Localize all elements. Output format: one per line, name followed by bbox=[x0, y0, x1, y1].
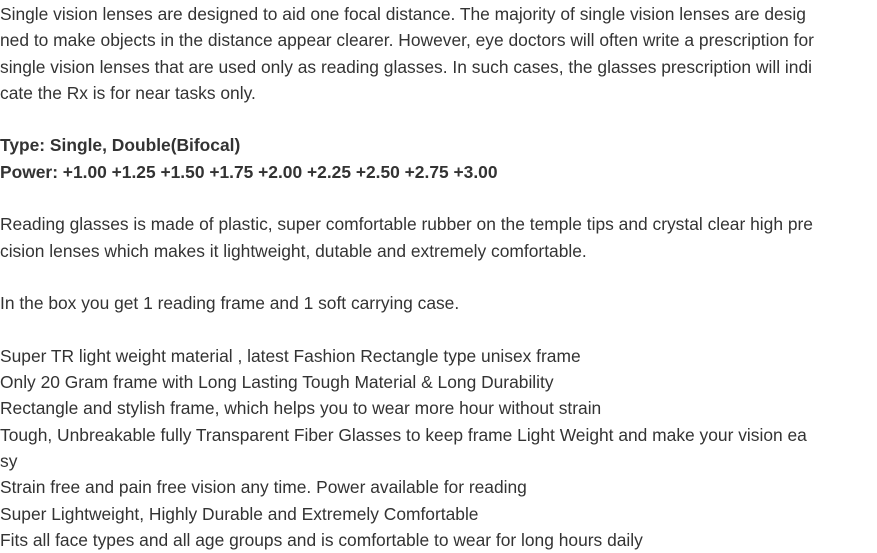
spacer bbox=[0, 106, 877, 132]
feature-line: Fits all face types and all age groups and is comfortable to wear for long hours daily bbox=[0, 529, 643, 550]
material-line: Reading glasses is made of plastic, super comfortable rubber on the temple tips and crystal clear high pre bbox=[0, 214, 813, 235]
power-spec: Power: +1.00 +1.25 +1.50 +1.75 +2.00 +2.25 +2.50 +2.75 +3.00 bbox=[0, 161, 498, 182]
feature-line: Super TR light weight material , latest Fashion Rectangle type unisex frame bbox=[0, 345, 581, 366]
feature-line: Rectangle and stylish frame, which helps you to wear more hour without strain bbox=[0, 398, 602, 419]
material-line: cision lenses which makes it lightweight, dutable and extremely comfortable. bbox=[0, 240, 587, 261]
feature-line: Strain free and pain free vision any time. Power available for reading bbox=[0, 477, 527, 498]
intro-line: Single vision lenses are designed to aid one focal distance. The majority of single vision lenses are desig bbox=[0, 4, 806, 24]
product-description bbox=[0, 1, 877, 553]
feature-line: Only 20 Gram frame with Long Lasting Tough Material & Long Durability bbox=[0, 372, 554, 393]
spacer bbox=[0, 264, 877, 290]
specs-block bbox=[0, 132, 877, 185]
spacer bbox=[0, 317, 877, 343]
feature-line: sy bbox=[0, 451, 18, 472]
spacer bbox=[0, 185, 877, 211]
intro-paragraph bbox=[0, 1, 877, 106]
features-list bbox=[0, 343, 877, 553]
intro-line: ned to make objects in the distance appear clearer. However, eye doctors will often write a prescription for bbox=[0, 30, 814, 51]
box-contents: In the box you get 1 reading frame and 1 soft carrying case. bbox=[0, 293, 460, 314]
intro-line: single vision lenses that are used only as reading glasses. In such cases, the glasses prescription will indi bbox=[0, 56, 812, 77]
feature-line: Tough, Unbreakable fully Transparent Fiber Glasses to keep frame Light Weight and make your vision ea bbox=[0, 424, 807, 445]
type-spec: Type: Single, Double(Bifocal) bbox=[0, 135, 241, 156]
material-paragraph bbox=[0, 211, 877, 264]
intro-line: cate the Rx is for near tasks only. bbox=[0, 82, 256, 103]
feature-line: Super Lightweight, Highly Durable and Extremely Comfortable bbox=[0, 503, 479, 524]
